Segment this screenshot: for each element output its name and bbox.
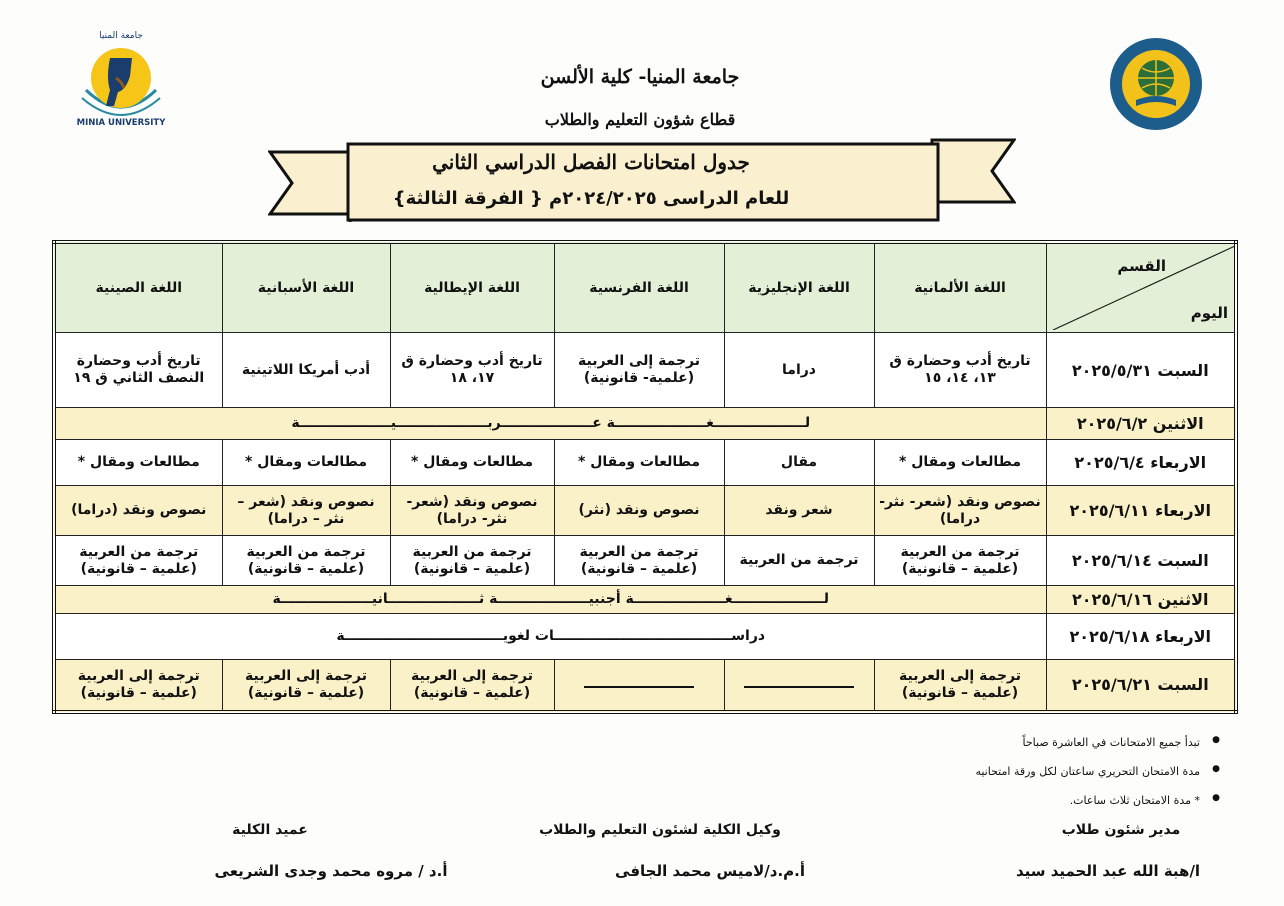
logo-arc-text: جامعة المنيا xyxy=(99,31,143,41)
table-cell: دراما xyxy=(724,333,874,408)
empty-dash xyxy=(744,686,854,688)
day-cell: الاربعاء ٢٠٢٥/٦/٤ xyxy=(1046,440,1236,486)
day-cell: السبت ٢٠٢٥/٦/٢١ xyxy=(1046,660,1236,712)
note-item: ● * مدة الامتحان ثلاث ساعات. xyxy=(700,794,1220,807)
logo-caption: MINIA UNIVERSITY xyxy=(76,118,166,128)
table-cell: ترجمة من العربية (علمية – قانونية) xyxy=(554,536,724,586)
table-cell: نصوص ونقد (شعر- نثر- دراما) xyxy=(874,486,1046,536)
dean-name: أ.د / مروه محمد وجدى الشريعى xyxy=(214,862,448,880)
table-cell: نصوص ونقد (شعر – نثر – دراما) xyxy=(222,486,390,536)
exam-schedule-table xyxy=(52,240,1238,714)
table-cell: ترجمة إلى العربية (علمية – قانونية) xyxy=(874,660,1046,712)
column-header: اللغة الصينية xyxy=(54,242,222,333)
table-row xyxy=(54,440,1236,486)
notes-list xyxy=(700,736,1220,823)
table-cell: ترجمة من العربية (علمية – قانونية) xyxy=(874,536,1046,586)
table-cell: تاريخ أدب وحضارة النصف الثاني ق ١٩ xyxy=(54,333,222,408)
faculty-of-alsun-logo xyxy=(1108,36,1204,132)
minia-university-logo xyxy=(66,28,176,128)
table-cell: نصوص ونقد (شعر- نثر- دراما) xyxy=(390,486,554,536)
corner-bottom-label: اليوم xyxy=(1190,304,1228,322)
day-cell: السبت ٢٠٢٥/٦/١٤ xyxy=(1046,536,1236,586)
table-cell: نصوص ونقد (دراما) xyxy=(54,486,222,536)
dean-title: عميد الكلية xyxy=(232,822,308,838)
university-line: جامعة المنيا- كلية الألسن xyxy=(540,66,740,88)
table-cell xyxy=(724,660,874,712)
note-item: ● مدة الامتحان التحريري ساعتان لكل ورقة امتحانيه xyxy=(700,765,1220,778)
vice-dean-name: أ.م.د/لاميس محمد الجافى xyxy=(615,862,805,880)
merged-cell: دراســـــــــــــــــــــــــــــــــــــات لغويـــــــــــــــــــــــــــــــــة xyxy=(54,614,1046,660)
table-row xyxy=(54,614,1236,660)
table-row xyxy=(54,586,1236,614)
table-row xyxy=(54,408,1236,440)
table-cell: ترجمة إلى العربية (علمية – قانونية) xyxy=(222,660,390,712)
table-cell: ترجمة إلى العربية (علمية- قانونية) xyxy=(554,333,724,408)
table-cell: أدب أمريكا اللاتينية xyxy=(222,333,390,408)
table-cell xyxy=(554,660,724,712)
table-cell: مطالعات ومقال * xyxy=(874,440,1046,486)
table-cell: مطالعات ومقال * xyxy=(554,440,724,486)
table-row xyxy=(54,660,1236,712)
day-cell: الاثنين ٢٠٢٥/٦/١٦ xyxy=(1046,586,1236,614)
column-header: اللغة الإيطالية xyxy=(390,242,554,333)
table-row xyxy=(54,536,1236,586)
table-cell: شعر ونقد xyxy=(724,486,874,536)
student-affairs-name: ا/هبة الله عبد الحميد سيد xyxy=(1015,862,1201,880)
day-cell: الاربعاء ٢٠٢٥/٦/١١ xyxy=(1046,486,1236,536)
corner-top-label: القسم xyxy=(1117,257,1166,275)
empty-dash xyxy=(584,686,694,688)
table-cell: مطالعات ومقال * xyxy=(54,440,222,486)
table-cell: ترجمة من العربية xyxy=(724,536,874,586)
schedule-subtitle: للعام الدراسى ٢٠٢٤/٢٠٢٥م { الفرقة الثالثة} xyxy=(392,188,790,209)
table-row xyxy=(54,333,1236,408)
student-affairs-title: مدير شئون طلاب xyxy=(1061,822,1181,838)
note-item: ● تبدأ جميع الامتحانات في العاشرة صباحاً xyxy=(700,736,1220,749)
corner-cell xyxy=(1046,242,1236,333)
sector-line: قطاع شؤون التعليم والطلاب xyxy=(544,110,736,129)
table-cell: ترجمة من العربية (علمية – قانونية) xyxy=(54,536,222,586)
vice-dean-title: وكيل الكلية لشئون التعليم والطلاب xyxy=(539,822,781,838)
table-cell: ترجمة إلى العربية (علمية – قانونية) xyxy=(390,660,554,712)
table-row xyxy=(54,486,1236,536)
day-cell: الاربعاء ٢٠٢٥/٦/١٨ xyxy=(1046,614,1236,660)
table-cell: ترجمة من العربية (علمية – قانونية) xyxy=(222,536,390,586)
table-cell: ترجمة إلى العربية (علمية – قانونية) xyxy=(54,660,222,712)
column-header: اللغة الأسبانية xyxy=(222,242,390,333)
day-cell: السبت ٢٠٢٥/٥/٣١ xyxy=(1046,333,1236,408)
table-cell: مطالعات ومقال * xyxy=(390,440,554,486)
header-row xyxy=(54,242,1236,333)
table-cell: مقال xyxy=(724,440,874,486)
table-cell: ترجمة من العربية (علمية – قانونية) xyxy=(390,536,554,586)
column-header: اللغة الإنجليزية xyxy=(724,242,874,333)
schedule-title: جدول امتحانات الفصل الدراسي الثاني xyxy=(432,150,750,174)
column-header: اللغة الألمانية xyxy=(874,242,1046,333)
table-cell: مطالعات ومقال * xyxy=(222,440,390,486)
merged-cell: لـــــــــــــــــــغـــــــــــــــــــة عـــــــــــــــــــربـــــــــــــــــــيـــــــــــــــــــة xyxy=(54,408,1046,440)
table-cell: تاريخ أدب وحضارة ق ١٧، ١٨ xyxy=(390,333,554,408)
column-header: اللغة الفرنسية xyxy=(554,242,724,333)
table-cell: تاريخ أدب وحضارة ق ١٣، ١٤، ١٥ xyxy=(874,333,1046,408)
merged-cell: لـــــــــــــــــــغـــــــــــــــــــة أجنبيـــــــــــــــــــة ثـــــــــــــــــــانيـــــــــــــــــــة xyxy=(54,586,1046,614)
day-cell: الاثنين ٢٠٢٥/٦/٢ xyxy=(1046,408,1236,440)
table-cell: نصوص ونقد (نثر) xyxy=(554,486,724,536)
